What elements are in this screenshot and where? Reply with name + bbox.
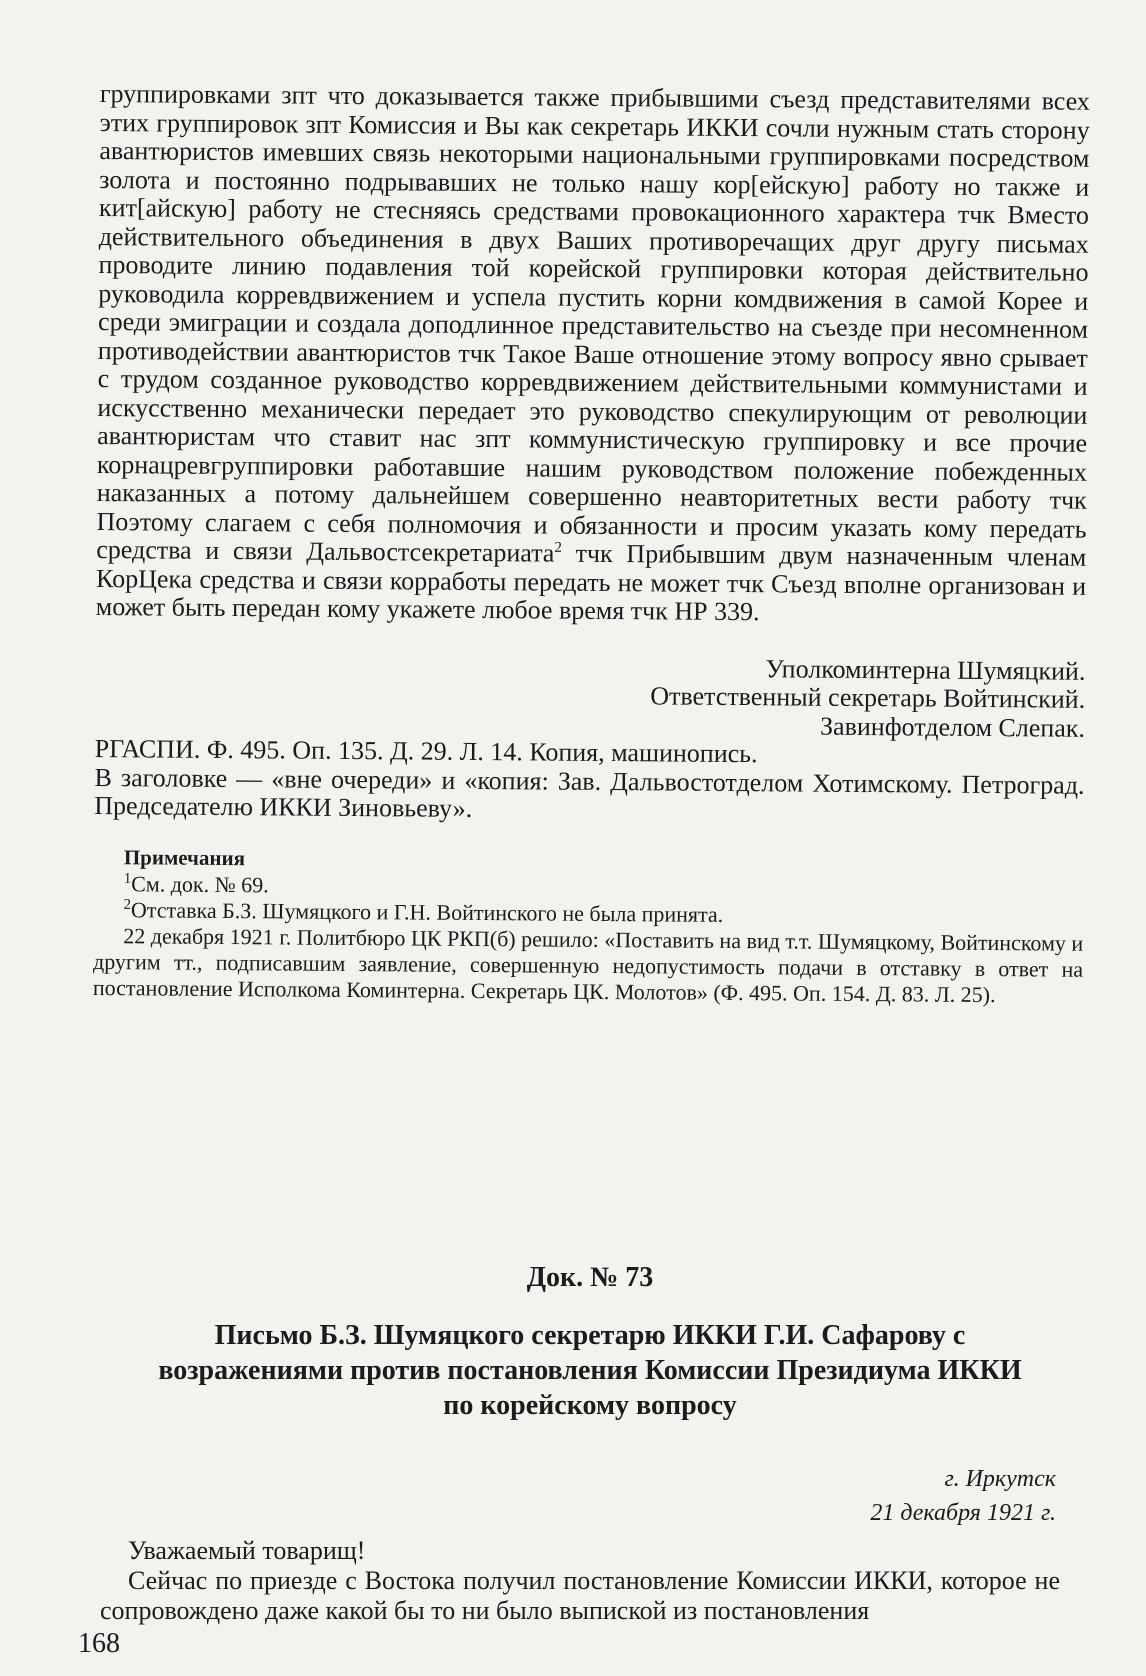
letter-greeting: Уважаемый товарищ! (128, 1536, 366, 1565)
note-text: Отставка Б.З. Шумяцкого и Г.Н. Войтинского не была принята. (130, 897, 724, 927)
letter-body (100, 1536, 1060, 1626)
letter-date: 21 декабря 1921 г. (870, 1500, 1056, 1526)
note-continuation: 22 декабря 1921 г. Политбюро ЦК РКП(б) решило: «Поставить на вид т.т. Шумяцкому, Войтинскому и другим тт., подписавшим заявление, совершенную недопустимость подачи в отставку в ответ на постановление Исполкома Коминтерна. Секретарь ЦК. Молотов» (Ф. 495. Оп. 154. Д. 83. Л. 25). (92, 923, 1084, 1008)
notes-title: Примечания (123, 844, 246, 870)
archive-reference: РГАСПИ. Ф. 495. Оп. 135. Д. 29. Л. 14. Копия, машинопись. (94, 733, 758, 769)
signature-voitinsky: Ответственный секретарь Войтинский. (650, 681, 1086, 714)
telegram-text-end: тчк Прибывшим двум назначенным членам КорЦека средства и связи корработы передать не может тчк Съезд вполне организован и может быть передан кому укажете любое время тчк НР 339. (95, 538, 1087, 627)
place-date (656, 1462, 1056, 1530)
archive-note: В заголовке — «вне очереди» и «копия: Зав. Дальвостотделом Хотимскому. Петроград. Председателю ИККИ Зиновьеву». (94, 762, 1085, 823)
telegram-text: группировками зпт что доказывается также прибывшими съезд представителями всех этих группировок зпт Комиссия и Вы как секретарь ИККИ сочли нужным стать сторону авантюристов имевших связь некоторыми национальными группировками посредством золота и постоянно подрывавших не только нашу кор[ейскую] работу но также и кит[айскую] работу не стесняясь средствами провокационного характера тчк Вместо действительного объединения в двух Ваших противоречащих друг другу письмах проводите линию подавления той корейской группировки которая действительно руководила корревдвижением и успела пустить корни комдвижения в самой Корее и среди эмиграции и создала доподлинное представительство на съезде при несомненном противодействии авантюристов тчк Такое Ваше отношение этому вопросу явно срывает с трудом созданное руководство корревдвижением действительными коммунистами и искусственно механически передает это руководство спекулирующим от революции авантюристам что ставит нас зпт коммунистическую группировку и все прочие корнацревгруппировки работавшие нашим руководством положение побежденных наказанных а потому дальнейшем совершенно неавторитетных вести работу тчк Поэтому слагаем с себя полномочия и обязанности и просим указать кому передать средства и связи Дальвостсекретариата (96, 79, 1090, 568)
footnote-ref-2: 2 (554, 539, 562, 556)
signature-slepak: Завинфотделом Слепак. (819, 711, 1086, 743)
signatures (95, 649, 1086, 742)
note-text: См. док. № 69. (131, 871, 269, 898)
document-number: Док. № 73 (526, 1262, 654, 1293)
page-number: 168 (78, 1628, 120, 1659)
main-text-block (93, 80, 1090, 1009)
document-title: Письмо Б.З. Шумяцкого секретарю ИККИ Г.И. Сафарову с возражениями против постановления Комиссии Президиума ИККИ по корейскому вопросу (158, 1320, 1022, 1421)
letter-text: Сейчас по приезде с Востока получил постановление Комиссии ИККИ, которое не сопровождено даже какой бы то ни было выпиской из постановления (100, 1566, 1060, 1625)
letter-place: г. Иркутск (944, 1466, 1056, 1492)
telegram-body (96, 80, 1090, 629)
note-number: 1 (123, 870, 132, 887)
note-number: 2 (123, 896, 132, 913)
signature-shumyatsky: Уполкоминтерна Шумяцкий. (765, 653, 1086, 686)
